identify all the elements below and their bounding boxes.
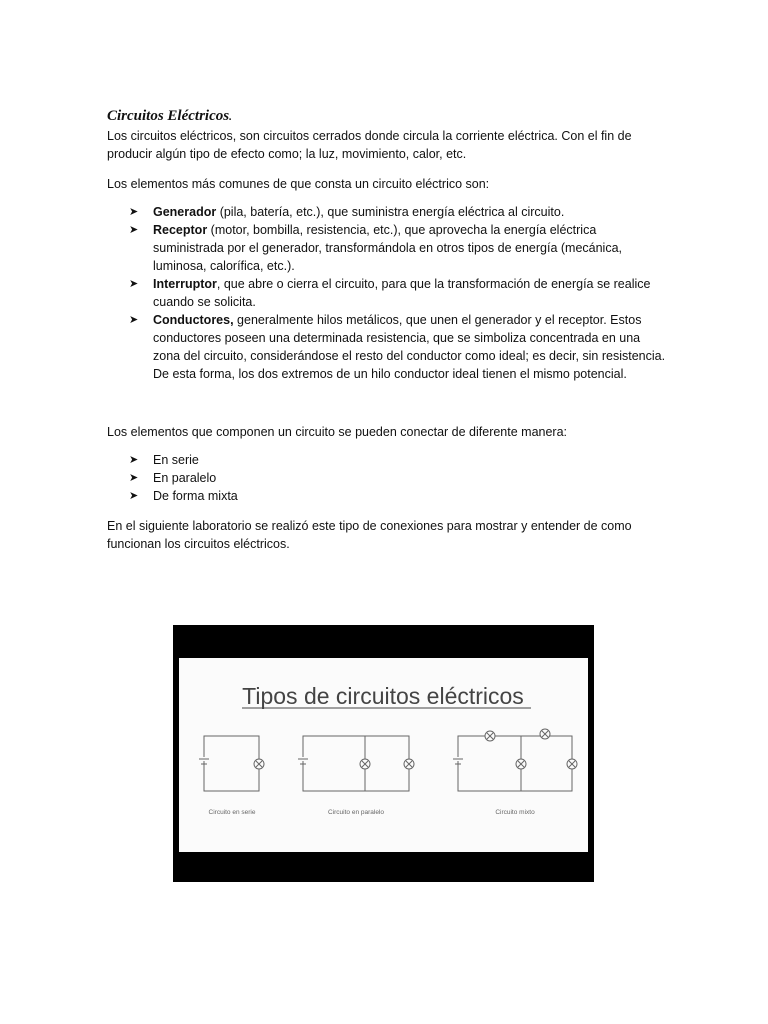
arrow-bullet-icon: ➤ bbox=[129, 454, 139, 466]
connection-type: En paralelo bbox=[153, 471, 217, 485]
connections-list bbox=[107, 451, 667, 505]
list-item bbox=[107, 221, 667, 275]
element-description: (motor, bombilla, resistencia, etc.), que aprovecha la energía eléctrica suministrada por el generador, transformándola en otros tipos de energía (mecánica, luminosa, calorífica, etc.). bbox=[153, 223, 623, 273]
series-caption: Circuito en serie bbox=[208, 809, 256, 816]
mixed-circuit bbox=[452, 729, 577, 791]
element-description: generalmente hilos metálicos, que unen el generador y el receptor. Estos conductores poseen una determinada resistencia, que se simboliza concentrada en una zona del circuito, considerándose el resto del conductor como ideal; es decir, sin resistencia. De esta forma, los dos extremos de un hilo conductor ideal tienen el mismo potencial. bbox=[153, 313, 666, 381]
arrow-bullet-icon: ➤ bbox=[129, 224, 139, 236]
document-title bbox=[107, 106, 667, 127]
elements-intro: Los elementos más comunes de que consta un circuito eléctrico son: bbox=[107, 177, 490, 191]
list-item bbox=[107, 487, 667, 505]
element-term: Conductores, bbox=[153, 313, 234, 327]
arrow-bullet-icon: ➤ bbox=[129, 472, 139, 484]
intro-paragraph: Los circuitos eléctricos, son circuitos cerrados donde circula la corriente eléctrica. Con el fin de producir algún tipo de efecto como; la luz, movimiento, calor, etc. bbox=[107, 129, 632, 161]
arrow-bullet-icon: ➤ bbox=[129, 278, 139, 290]
element-term: Generador bbox=[153, 205, 217, 219]
series-circuit bbox=[198, 736, 264, 791]
list-item bbox=[107, 311, 667, 383]
circuit-types-figure bbox=[173, 625, 594, 882]
arrow-bullet-icon: ➤ bbox=[129, 490, 139, 502]
elements-list bbox=[107, 203, 667, 383]
connection-intro: Los elementos que componen un circuito se pueden conectar de diferente manera: bbox=[107, 425, 568, 439]
figure-slide bbox=[179, 658, 588, 852]
connection-type: De forma mixta bbox=[153, 489, 238, 503]
list-item bbox=[107, 469, 667, 487]
element-description: , que abre o cierra el circuito, para que la transformación de energía se realice cuando se solicita. bbox=[153, 277, 651, 309]
title-suffix: . bbox=[229, 111, 232, 123]
document-body bbox=[107, 106, 667, 553]
parallel-circuit bbox=[297, 736, 414, 791]
lab-paragraph: En el siguiente laboratorio se realizó este tipo de conexiones para mostrar y entender de como funcionan los circuitos eléctricos. bbox=[107, 519, 632, 551]
list-item bbox=[107, 275, 667, 311]
list-item bbox=[107, 203, 667, 221]
parallel-caption: Circuito en paralelo bbox=[327, 809, 385, 816]
title-text: Circuitos Eléctricos bbox=[107, 108, 230, 124]
arrow-bullet-icon: ➤ bbox=[129, 206, 139, 218]
mixed-caption: Circuito mixto bbox=[495, 809, 535, 816]
element-term: Receptor bbox=[153, 223, 208, 237]
connection-type: En serie bbox=[153, 453, 199, 467]
arrow-bullet-icon: ➤ bbox=[129, 314, 139, 326]
figure-heading: Tipos de circuitos eléctricos bbox=[242, 683, 524, 709]
list-item bbox=[107, 451, 667, 469]
element-description: (pila, batería, etc.), que suministra energía eléctrica al circuito. bbox=[216, 205, 565, 219]
element-term: Interruptor bbox=[153, 277, 217, 291]
circuit-diagrams bbox=[179, 658, 588, 852]
